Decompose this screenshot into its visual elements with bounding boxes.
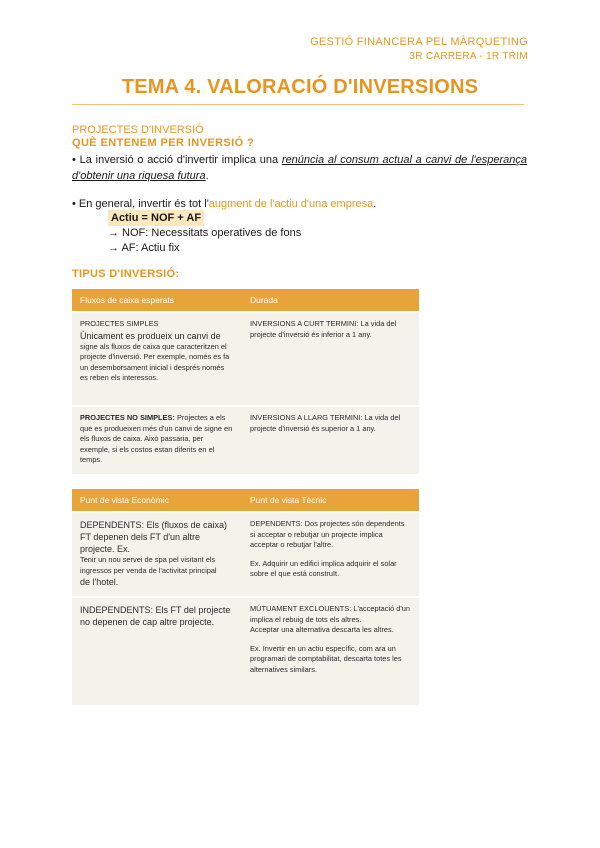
page-title: TEMA 4. VALORACIÓ D'INVERSIONS bbox=[121, 76, 479, 98]
investment-types-table bbox=[72, 289, 419, 474]
cell-main: INDEPENDENTS: Els FT del projecte no depenen de cap altre projecte. bbox=[80, 605, 231, 627]
table-row bbox=[72, 597, 419, 705]
table-cell bbox=[242, 312, 419, 406]
cell-text: Projectes a els que es produeixen més d'un canvi de signe en els fluxos de caixa. Això passaria, per exemple, si els costos estan diferits en el temps. bbox=[80, 413, 233, 464]
paragraph-definition bbox=[72, 152, 527, 184]
table-cell bbox=[72, 597, 242, 705]
table-cell bbox=[72, 312, 242, 406]
cell-main: DEPENDENTS: Dos projectes són dependents si acceptar o rebutjar un projecte implica acceptar o rebutjar l'altre. bbox=[250, 519, 405, 549]
cell-small: Tenir un nou servei de spa pel visitant els ingressos per venda de l'activitat principal bbox=[80, 555, 217, 575]
highlight-text: augment de l'actiu d'una empresa bbox=[208, 198, 374, 210]
definition-af: → AF: Actiu fix bbox=[108, 242, 180, 254]
table-row bbox=[72, 406, 419, 474]
table-cell bbox=[72, 512, 242, 597]
cell-small: Acceptar una alternativa descarta les altres. bbox=[250, 625, 394, 634]
cell-text: INVERSIONS A CURT TERMINI: La vida del projecte d'inversió és inferior a 1 any. bbox=[250, 319, 397, 339]
cell-title: PROJECTES NO SIMPLES: bbox=[80, 413, 175, 422]
table-header-duration: Durada bbox=[242, 289, 419, 312]
course-name: GESTIÓ FINANCERA PEL MÀRQUETING bbox=[310, 36, 528, 48]
cell-text: signe als fluxos de caixa que caracteritzen el projecte d'inversió. Per exemple, només es fa un desemborsament inicial i després només es reben els interessos. bbox=[80, 341, 230, 382]
paragraph-punct: . bbox=[373, 198, 377, 210]
formula: Actiu = NOF + AF bbox=[108, 210, 204, 226]
table-cell bbox=[72, 406, 242, 474]
cell-main: DEPENDENTS: Els (fluxos de caixa) FT depenen dels FT d'un altre projecte. Ex. bbox=[80, 520, 228, 554]
cell-lead: Únicament es produeix un canvi de bbox=[80, 330, 221, 341]
section-question: QUÈ ENTENEM PER INVERSIÓ ? bbox=[72, 137, 255, 149]
cell-main: MÚTUAMENT EXCLOUENTS: L'acceptació d'un implica el rebuig de tots els altres. bbox=[250, 604, 410, 624]
table-cell bbox=[242, 406, 419, 474]
table-header-technical: Punt de vista Tècnic bbox=[242, 489, 419, 512]
table-row bbox=[72, 312, 419, 406]
paragraph-text: • La inversió o acció d'invertir implica una bbox=[72, 154, 282, 166]
table-cell bbox=[242, 597, 419, 705]
section-heading: PROJECTES D'INVERSIÓ bbox=[72, 124, 204, 136]
definition-nof: → NOF: Necessitats operatives de fons bbox=[108, 227, 302, 239]
viewpoint-table bbox=[72, 489, 419, 705]
underlined-definition: renúncia al consum actual a canvi de l'esperança d'obtenir una riquesa futura bbox=[72, 154, 527, 182]
table-cell bbox=[242, 512, 419, 597]
paragraph-punct: . bbox=[205, 170, 209, 182]
title-divider bbox=[72, 104, 524, 105]
table-header-economic: Punt de vista Econòmic bbox=[72, 489, 242, 512]
cell-text: INVERSIONS A LLARG TERMINI: La vida del projecte d'inversió és superior a 1 any. bbox=[250, 413, 401, 433]
cell-example: Ex. Adquirir un edifici implica adquirir el solar sobre el que està construït. bbox=[250, 558, 397, 578]
table-row bbox=[72, 512, 419, 597]
types-heading: TIPUS D'INVERSIÓ: bbox=[72, 268, 180, 280]
table-header-cashflow: Fluxos de caixa esperats bbox=[72, 289, 242, 312]
cell-end: de l'hotel. bbox=[80, 577, 119, 587]
cell-example: Ex. Invertir en un actiu específic, com ara un programari de comptabilitat, descarta totes les alternatives similars. bbox=[250, 643, 402, 674]
paragraph-text: • En general, invertir és tot l' bbox=[72, 198, 209, 210]
cell-title: PROJECTES SIMPLES bbox=[80, 319, 159, 328]
course-header bbox=[310, 36, 528, 62]
course-term: 3R CARRERA - 1R TRIM bbox=[409, 51, 528, 62]
